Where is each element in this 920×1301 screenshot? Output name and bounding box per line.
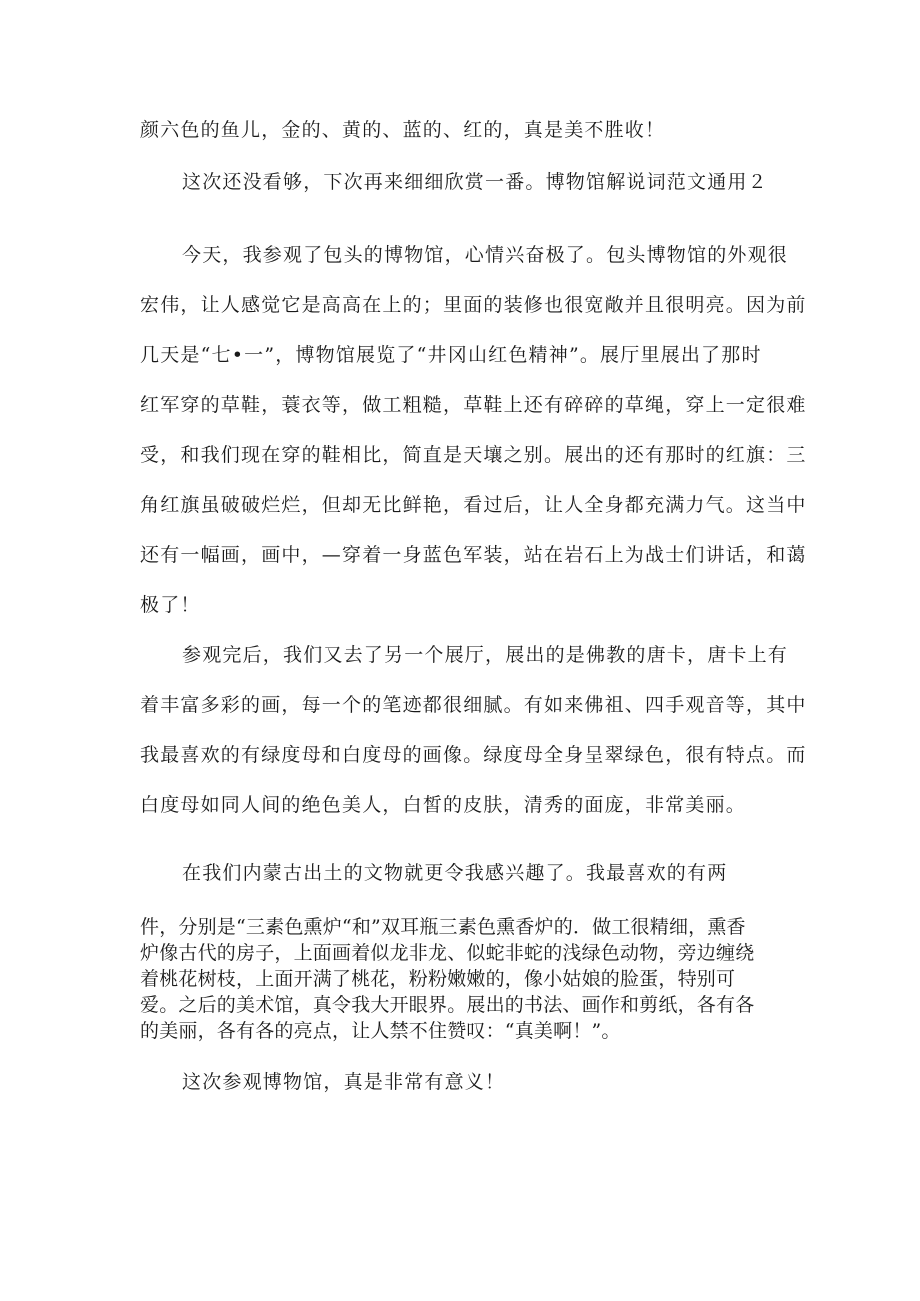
text-line-4: 宏伟，让人感觉它是高高在上的；里面的装修也很宽敞并且很明亮。因为前 xyxy=(140,294,807,316)
text-line-1: 颜六色的鱼儿，金的、黄的、蓝的、红的，真是美不胜收！ xyxy=(140,119,666,141)
text-line-19: 爱。之后的美术馆，真令我大开眼界。展出的书法、画作和剪纸，各有各 xyxy=(140,994,755,1016)
text-line-21: 这次参观博物馆，真是非常有意义！ xyxy=(182,1071,506,1093)
text-line-13: 我最喜欢的有绿度母和白度母的画像。绿度母全身呈翠绿色，很有特点。而 xyxy=(140,744,807,766)
text-line-15: 在我们内蒙古出土的文物就更令我感兴趣了。我最喜欢的有两 xyxy=(182,862,728,884)
text-line-7: 受，和我们现在穿的鞋相比，简直是天壤之别。展出的还有那时的红旗：三 xyxy=(140,444,807,466)
text-line-11: 参观完后，我们又去了另一个展厅，展出的是佛教的唐卡，唐卡上有 xyxy=(182,644,789,666)
text-line-14: 白度母如同人间的绝色美人，白皙的皮肤，清秀的面庞，非常美丽。 xyxy=(140,794,747,816)
text-line-2: 这次还没看够，下次再来细细欣赏一番。博物馆解说词范文通用２ xyxy=(182,171,768,193)
text-line-17: 炉像古代的房子，上面画着似龙非龙、似蛇非蛇的浅绿色动物，旁边缠绕 xyxy=(140,942,755,964)
text-line-9: 还有一幅画，画中，—穿着一身蓝色军装，站在岩石上为战士们讲话，和蔼 xyxy=(140,544,807,566)
text-line-18: 着桃花树枝，上面开满了桃花，粉粉嫩嫩的，像小姑娘的脸蛋，特别可 xyxy=(140,968,736,990)
text-line-5: 几天是“七•一”，博物馆展览了“井冈山红色精神”。展厅里展出了那时 xyxy=(140,344,762,366)
text-line-12: 着丰富多彩的画，每一个的笔迹都很细腻。有如来佛祖、四手观音等，其中 xyxy=(140,694,807,716)
text-line-6: 红军穿的草鞋，蓑衣等，做工粗糙，草鞋上还有碎碎的草绳，穿上一定很难 xyxy=(140,394,807,416)
text-line-20: 的美丽，各有各的亮点，让人禁不住赞叹：“真美啊！”。 xyxy=(140,1020,621,1042)
text-line-3: 今天，我参观了包头的博物馆，心情兴奋极了。包头博物馆的外观很 xyxy=(182,244,789,266)
text-line-16: 件，分别是“三素色熏炉“和”双耳瓶三素色熏香炉的．做工很精细，熏香 xyxy=(140,916,746,938)
text-line-10: 极了！ xyxy=(140,594,201,616)
text-line-8: 角红旗虽破破烂烂，但却无比鲜艳，看过后，让人全身都充满力气。这当中 xyxy=(140,494,807,516)
